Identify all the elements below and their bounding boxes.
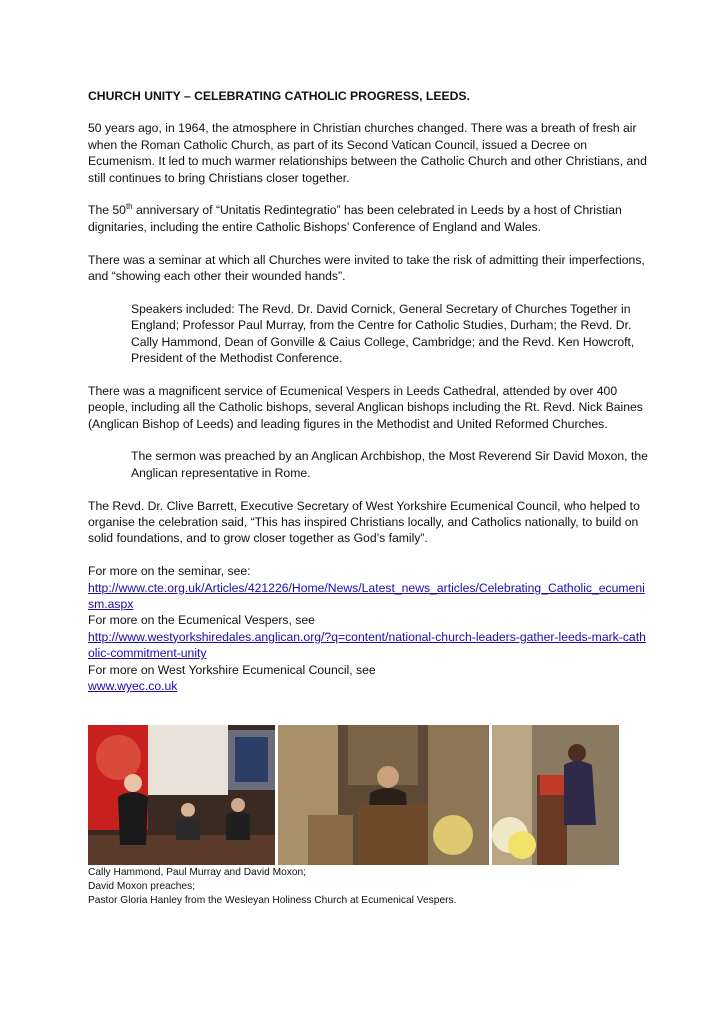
anniversary-text-before: The 50 <box>88 203 126 218</box>
paragraph-history: 50 years ago, in 1964, the atmosphere in Christian churches changed. There was a breath of fresh air when the Roman Catholic Church, as part of its Second Vatican Council, issued a Decree on Ecumenism. It led to much warmer relationships between the Catholic Church and other Christians, and still continues to bring Christians closer together. <box>88 121 647 185</box>
pastor-photo <box>492 725 619 865</box>
wyec-link-intro: For more on West Yorkshire Ecumenical Council, see <box>88 662 376 677</box>
paragraph-speakers: Speakers included: The Revd. Dr. David Cornick, General Secretary of Churches Together in England; Professor Paul Murray, from the Centre for Catholic Studies, Durham; the Revd. Dr. Cally Hammond, Dean of Gonville & Caius College, Cambridge; and the Revd. Ken Howcroft, President of the Methodist Conference. <box>131 301 635 366</box>
seminar-speakers-photo <box>88 725 275 865</box>
seminar-link[interactable]: http://www.cte.org.uk/Articles/421226/Home/News/Latest_news_articles/Celebrating_Catholic_ecumenism.aspx <box>88 580 645 612</box>
links-section <box>88 563 648 694</box>
photo-strip <box>88 725 619 865</box>
vespers-link[interactable]: http://www.westyorkshiredales.anglican.org/?q=content/national-church-leaders-gather-leeds-mark-catholic-commitment-unity <box>88 629 646 661</box>
caption-line: Pastor Gloria Hanley from the Wesleyan Holiness Church at Ecumenical Vespers. <box>88 895 457 907</box>
paragraph-sermon: The sermon was preached by an Anglican Archbishop, the Most Reverend Sir David Moxon, the Anglican representative in Rome. <box>131 449 648 480</box>
ordinal-suffix: th <box>125 202 133 212</box>
wyec-link[interactable]: www.wyec.co.uk <box>88 679 178 694</box>
caption-line: Cally Hammond, Paul Murray and David Moxon; <box>88 867 306 878</box>
caption-line: David Moxon preaches; <box>88 881 196 893</box>
anniversary-text-after: anniversary of “Unitatis Redintegratio” has been celebrated in Leeds by a host of Christian dignitaries, including the entire Catholic Bishops’ Conference of England and Wales. <box>88 203 622 234</box>
article <box>88 88 648 695</box>
vespers-link-intro: For more on the Ecumenical Vespers, see <box>88 613 315 628</box>
paragraph-seminar: There was a seminar at which all Churches were invited to take the risk of admitting their imperfections, and “showing each other their wounded hands”. <box>88 252 645 284</box>
paragraph-anniversary <box>88 202 648 235</box>
preaching-photo <box>278 725 489 865</box>
paragraph-quote: The Revd. Dr. Clive Barrett, Executive Secretary of West Yorkshire Ecumenical Council, who helped to organise the celebration said, “This has inspired Christians locally, and Catholics nationally, to build on solid foundations, and to grow closer together as God’s family”. <box>88 498 640 546</box>
seminar-link-intro: For more on the seminar, see: <box>88 564 251 579</box>
article-title: CHURCH UNITY – CELEBRATING CATHOLIC PROGRESS, LEEDS. <box>88 89 470 103</box>
paragraph-vespers: There was a magnificent service of Ecumenical Vespers in Leeds Cathedral, attended by over 400 people, including all the Catholic bishops, several Anglican bishops including the Rt. Revd. Nick Baines (Anglican Bishop of Leeds) and leading figures in the Methodist and United Reformed Churches. <box>88 383 643 431</box>
photo-captions <box>88 866 648 909</box>
